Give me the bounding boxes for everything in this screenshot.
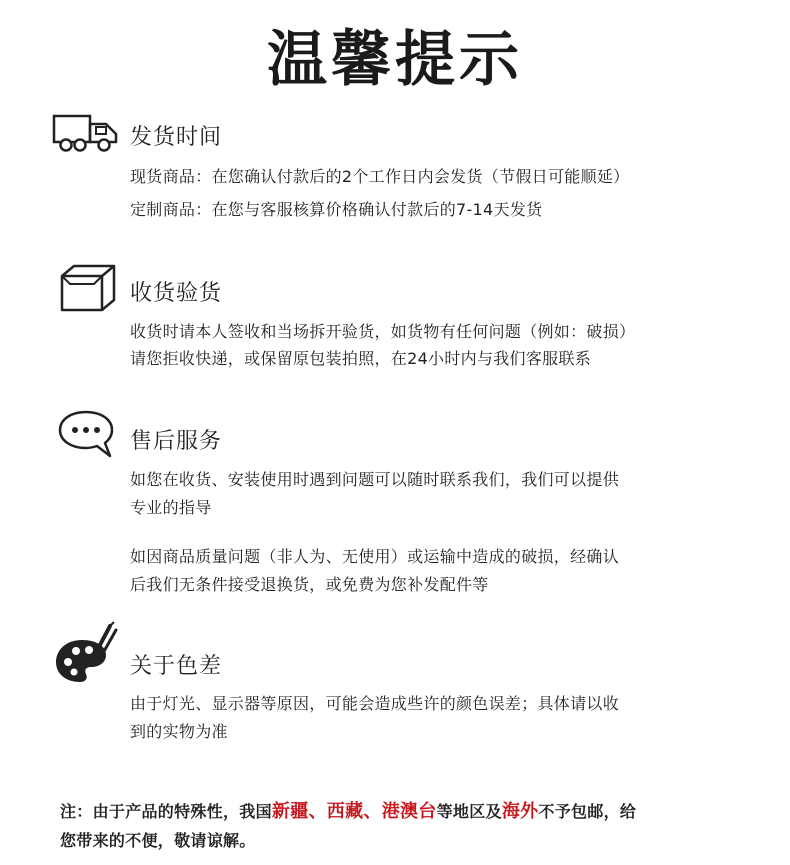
section-text: 定制商品：在您与客服核算价格确认付款后的7-14天发货 — [130, 200, 543, 219]
section-text: 到的实物为准 — [130, 722, 228, 741]
note-middle: 等地区及 — [436, 802, 502, 821]
shipping-note — [60, 797, 636, 823]
page-title: 温馨提示 — [267, 25, 523, 95]
shipping-note-line2: 您带来的不便，敬请谅解。 — [60, 831, 256, 850]
section-text: 由于灯光、显示器等原因，可能会造成些许的颜色误差；具体请以收 — [130, 694, 620, 713]
section-text: 如您在收货、安装使用时遇到问题可以随时联系我们，我们可以提供 — [130, 470, 620, 489]
section-text: 专业的指导 — [130, 498, 212, 517]
palette-icon — [52, 620, 122, 688]
section-heading: 收货验货 — [130, 281, 223, 306]
section-text: 请您拒收快递，或保留原包装拍照，在24小时内与我们客服联系 — [130, 349, 592, 368]
section-text: 收货时请本人签收和当场拆开验货，如货物有任何问题（例如：破损） — [130, 322, 636, 341]
chat-bubble-icon — [56, 408, 116, 460]
note-suffix: 不予包邮，给 — [538, 802, 637, 821]
section-text: 如因商品质量问题（非人为、无使用）或运输中造成的破损，经确认 — [130, 547, 620, 566]
box-icon — [58, 262, 118, 314]
section-text: 后我们无条件接受退换货，或免费为您补发配件等 — [130, 575, 489, 594]
section-heading: 关于色差 — [130, 654, 223, 679]
note-overseas-highlight: 海外 — [501, 801, 539, 822]
note-region-highlight: 新疆、西藏、港澳台 — [271, 801, 437, 822]
truck-icon — [52, 112, 120, 154]
section-text: 现货商品：在您确认付款后的2个工作日内会发货（节假日可能顺延） — [130, 167, 630, 186]
section-heading: 发货时间 — [130, 125, 223, 150]
note-prefix: 注：由于产品的特殊性，我国 — [60, 802, 272, 821]
section-heading: 售后服务 — [130, 429, 223, 454]
